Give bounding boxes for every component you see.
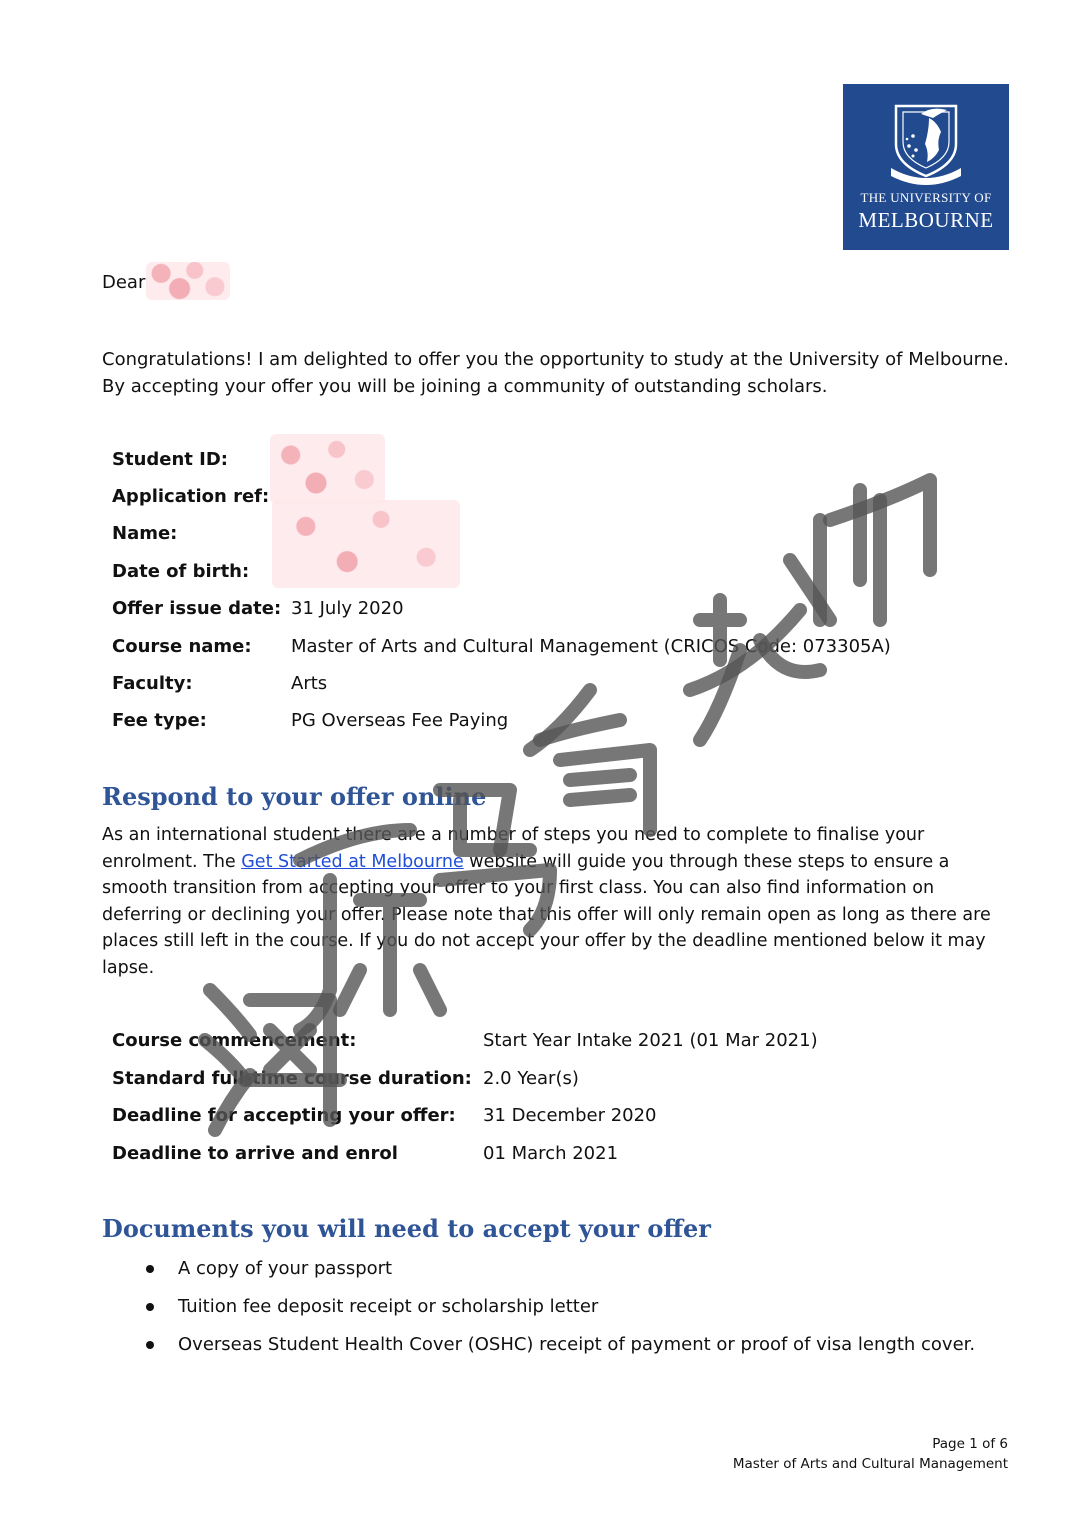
university-crest-icon [843,84,1009,190]
course-value: 31 December 2020 [483,1105,657,1126]
page-footer [733,1434,1008,1474]
respond-heading: Respond to your offer online [102,782,487,811]
info-label: Student ID: [112,449,228,470]
course-value: 2.0 Year(s) [483,1068,579,1089]
info-label: Faculty: [112,673,193,694]
logo-line-2: MELBOURNE [858,208,994,232]
info-value: PG Overseas Fee Paying [291,710,509,731]
redacted-student-details [272,500,460,588]
respond-text-after: website will guide you through these steps to ensure a smooth transition from accepting your offer to your first class. You can also find information on deferring or declining your offer. Please note that this offer will only remain open as long as there are places still left in the course. If you do not accept your offer by the deadline mentioned below it may lapse. [102,851,991,978]
course-value: 01 March 2021 [483,1143,619,1164]
info-label: Name: [112,523,178,544]
course-label: Course commencement: [112,1030,357,1051]
page-number: Page 1 of 6 [932,1436,1008,1452]
get-started-link[interactable]: Get Started at Melbourne [241,851,464,872]
intro-paragraph: Congratulations! I am delighted to offer you the opportunity to study at the University of Melbourne. By accepting your offer you will be joining a community of outstanding scholars. [102,349,1009,397]
respond-paragraph [102,822,1007,981]
redacted-name-greeting [146,262,230,300]
info-value: 31 July 2020 [291,598,404,619]
redacted-student-details [270,434,385,504]
course-label: Standard full-time course duration: [112,1068,472,1089]
footer-course-name: Master of Arts and Cultural Management [732,1456,1008,1472]
list-item-text: Tuition fee deposit receipt or scholarship letter [178,1296,599,1317]
list-item-text: A copy of your passport [178,1258,393,1279]
documents-heading: Documents you will need to accept your offer [102,1214,711,1243]
logo-line-1: THE UNIVERSITY OF [860,190,992,205]
bullet-icon [146,1265,154,1273]
info-value: Arts [291,673,328,694]
greeting-text: Dear [102,272,146,293]
info-label: Date of birth: [112,561,250,582]
info-value: Master of Arts and Cultural Management (CRICOS Code: 073305A) [291,636,891,657]
info-label: Application ref: [112,486,270,507]
course-label: Deadline to arrive and enrol [112,1143,398,1164]
bullet-icon [146,1303,154,1311]
bullet-icon [146,1341,154,1349]
info-label: Offer issue date: [112,598,282,619]
greeting [102,272,145,293]
info-label: Fee type: [112,710,207,731]
course-label: Deadline for accepting your offer: [112,1105,456,1126]
info-label: Course name: [112,636,252,657]
list-item-text: Overseas Student Health Cover (OSHC) receipt of payment or proof of visa length cover. [178,1334,976,1355]
university-logo [843,84,1009,250]
respond-text-before: As an international student there are a number of steps you need to complete to finalise your enrolment. The [102,825,925,872]
course-value: Start Year Intake 2021 (01 Mar 2021) [483,1030,818,1051]
